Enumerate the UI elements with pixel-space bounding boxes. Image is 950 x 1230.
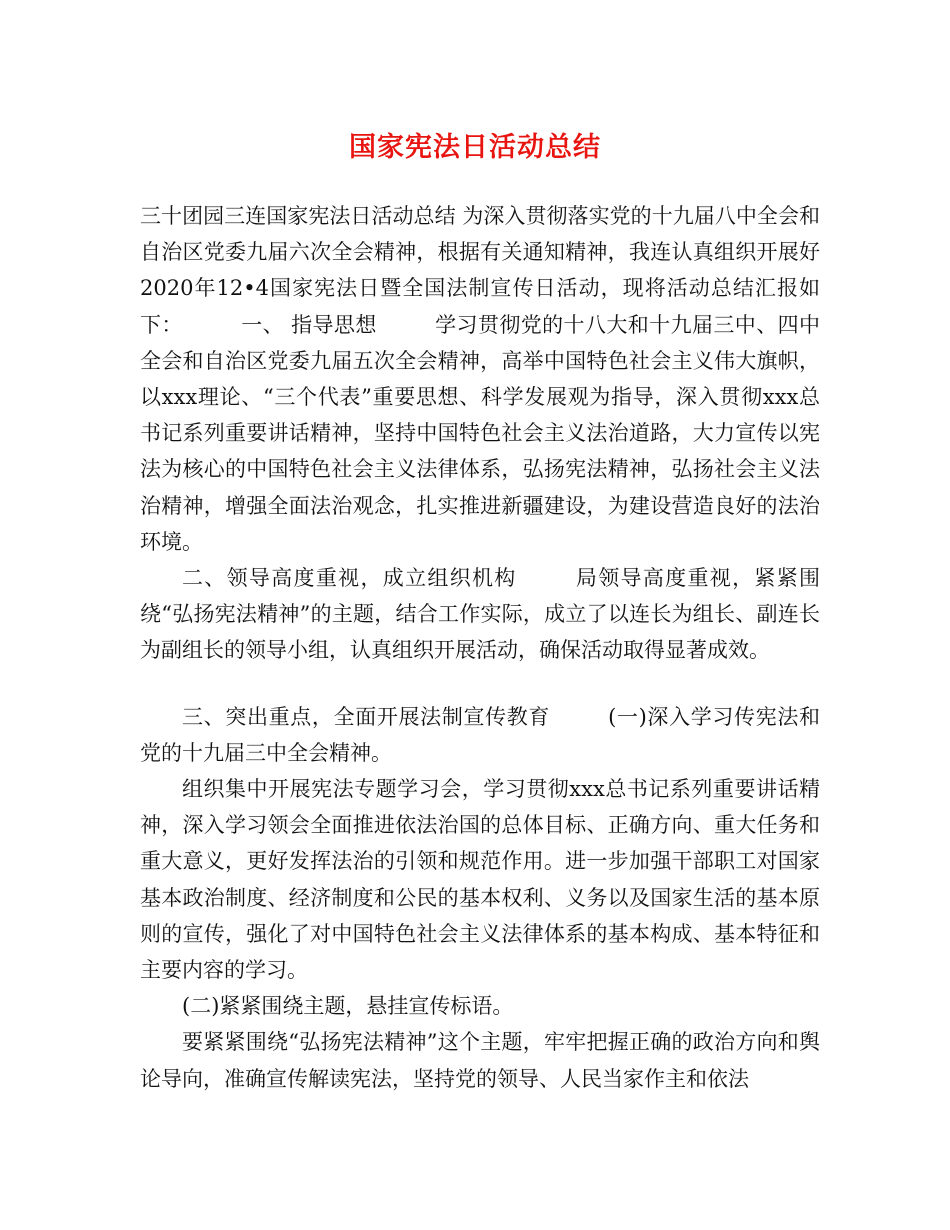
paragraph-gap xyxy=(140,669,820,699)
paragraph-3 xyxy=(140,699,820,771)
paragraph-3-body: (一)深入学习传宪法和党的十九届三中全会精神。 xyxy=(140,704,821,765)
paragraph-1 xyxy=(140,198,820,560)
paragraph-5: (二)紧紧围绕主题，悬挂宣传标语。 xyxy=(182,994,514,1019)
heading-leadership: 二、领导高度重视，成立组织机构 xyxy=(182,566,517,591)
paragraph-2-body: 局领导高度重视，紧紧围绕“弘扬宪法精神”的主题，结合工作实际，成立了以连长为组长、副连长为副组长的领导小组，认真组织开展活动，确保活动取得显著成效。 xyxy=(140,566,821,663)
paragraph-6: 要紧紧围绕“弘扬宪法精神”这个主题，牢牢把握正确的政治方向和舆论导向，准确宣传解读宪法，坚持党的领导、人民当家作主和依法 xyxy=(140,1030,820,1091)
paragraph-1-intro: 三十团园三连国家宪法日活动总结 为深入贯彻落实党的十九届八中全会和自治区党委九届六次全会精神，根据有关通知精神，我连认真组织开展好2020年12•4国家宪法日暨全国法制宣传日活动，现将活动总结汇报如下： xyxy=(140,204,820,337)
paragraph-2 xyxy=(140,560,820,669)
document-body xyxy=(140,198,820,1097)
paragraph-4: 组织集中开展宪法专题学习会，学习贯彻xxx总书记系列重要讲话精神，深入学习领会全面推进依法治国的总体目标、正确方向、重大任务和重大意义，更好发挥法治的引领和规范作用。进一步加强干部职工对国家基本政治制度、经济制度和公民的基本权利、义务以及国家生活的基本原则的宣传，强化了对中国特色社会主义法律体系的基本构成、基本特征和主要内容的学习。 xyxy=(140,777,820,983)
paragraph-1-body: 学习贯彻党的十八大和十九届三中、四中全会和自治区党委九届五次全会精神，高举中国特色社会主义伟大旗帜，以xxx理论、“三个代表”重要思想、科学发展观为指导，深入贯彻xxx总书记系列重要讲话精神，坚持中国特色社会主义法治道路，大力宣传以宪法为核心的中国特色社会主义法律体系，弘扬宪法精神，弘扬社会主义法治精神，增强全面法治观念，扎实推进新疆建设，为建设营造良好的法治环境。 xyxy=(140,312,821,554)
heading-key-points: 三、突出重点，全面开展法制宣传教育 xyxy=(182,704,551,729)
heading-guiding-ideology: 一、 指导思想 xyxy=(240,312,377,337)
document-title: 国家宪法日活动总结 xyxy=(349,132,601,163)
